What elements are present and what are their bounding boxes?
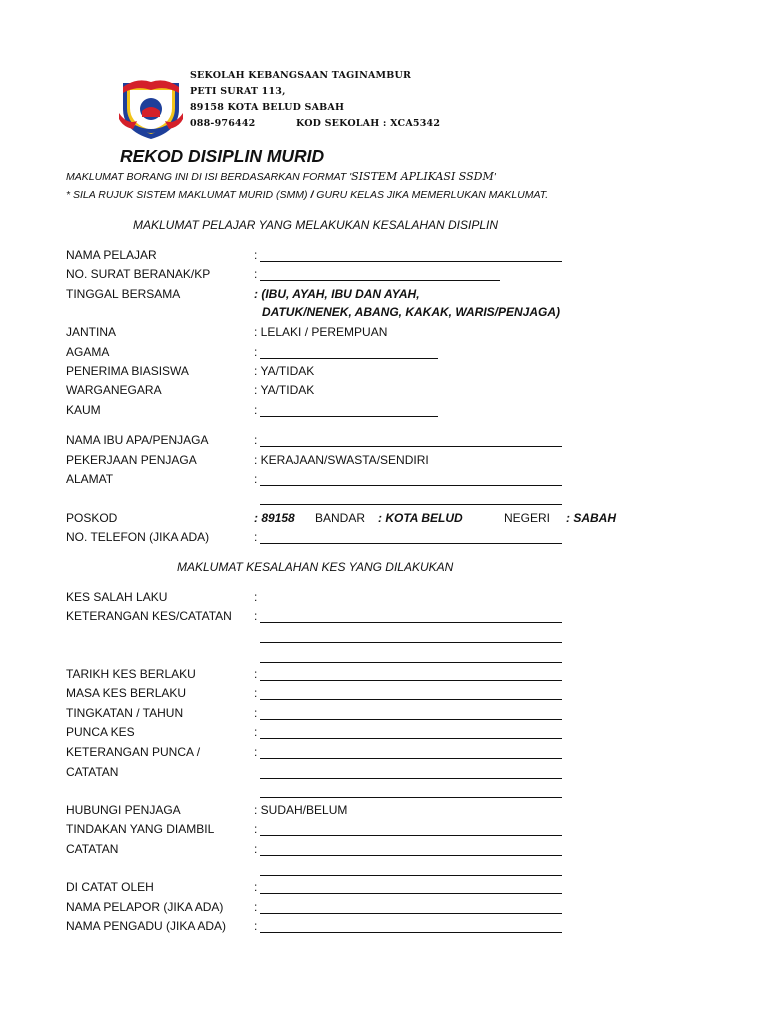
label-tinggal: TINGGAL BERSAMA <box>66 287 181 301</box>
input-line-tarikh[interactable] <box>260 680 562 681</box>
input-line-keterangan-punca-3[interactable] <box>260 797 562 798</box>
input-line-masa[interactable] <box>260 699 562 700</box>
label-punca: PUNCA KES <box>66 725 135 739</box>
colon: : <box>254 433 258 447</box>
label-pekerjaan: PEKERJAAN PENJAGA <box>66 453 197 467</box>
input-line-punca[interactable] <box>260 738 562 739</box>
input-line-tingkatan[interactable] <box>260 719 562 720</box>
value-tinggal-line2: DATUK/NENEK, ABANG, KAKAK, WARIS/PENJAGA) <box>262 305 561 319</box>
input-line-keterangan-punca-1[interactable] <box>260 758 562 759</box>
input-line-pengadu[interactable] <box>260 932 562 933</box>
label-keterangan-punca: KETERANGAN PUNCA / <box>66 745 201 759</box>
label-jantina: JANTINA <box>66 325 117 339</box>
label-catatan: CATATAN <box>66 765 119 779</box>
colon: : <box>254 822 258 836</box>
label-bandar: BANDAR <box>315 511 366 525</box>
input-line-keterangan-1[interactable] <box>260 622 562 623</box>
input-line-alamat-1[interactable] <box>260 485 562 486</box>
input-line-dicatat[interactable] <box>260 893 562 894</box>
colon: : <box>254 880 258 894</box>
value-negeri: : SABAH <box>566 511 616 525</box>
value-jantina: : LELAKI / PEREMPUAN <box>254 325 388 339</box>
school-code: KOD SEKOLAH : XCA5342 <box>296 118 441 129</box>
colon: : <box>254 590 258 604</box>
school-address-2: 89158 KOTA BELUD SABAH <box>190 102 345 113</box>
label-tarikh-kes: TARIKH KES BERLAKU <box>66 667 196 681</box>
value-poskod: : 89158 <box>254 511 295 525</box>
label-no-surat: NO. SURAT BERANAK/KP <box>66 267 211 281</box>
colon: : <box>254 609 258 623</box>
school-logo <box>117 73 185 141</box>
label-negeri: NEGERI <box>504 511 551 525</box>
value-bandar: : KOTA BELUD <box>378 511 463 525</box>
label-pengadu: NAMA PENGADU (JIKA ADA) <box>66 919 227 933</box>
page-title: REKOD DISIPLIN MURID <box>120 146 325 166</box>
label-poskod: POSKOD <box>66 511 118 525</box>
section-offence-heading: MAKLUMAT KESALAHAN KES YANG DILAKUKAN <box>177 560 454 574</box>
colon: : <box>254 842 258 856</box>
label-telefon: NO. TELEFON (JIKA ADA) <box>66 530 210 544</box>
colon: : <box>254 345 258 359</box>
value-hubungi: : SUDAH/BELUM <box>254 803 348 817</box>
colon: : <box>254 403 258 417</box>
input-line-nama-pelajar[interactable] <box>260 261 562 262</box>
value-tinggal-line1: : (IBU, AYAH, IBU DAN AYAH, <box>254 287 420 301</box>
label-agama: AGAMA <box>66 345 110 359</box>
label-warganegara: WARGANEGARA <box>66 383 162 397</box>
colon: : <box>254 745 258 759</box>
school-address-1: PETI SURAT 113, <box>190 86 286 97</box>
input-line-kaum[interactable] <box>260 416 438 417</box>
label-nama-ibu: NAMA IBU APA/PENJAGA <box>66 433 209 447</box>
label-keterangan-kes: KETERANGAN KES/CATATAN <box>66 609 232 623</box>
input-line-no-surat[interactable] <box>260 280 500 281</box>
input-line-nama-ibu[interactable] <box>260 446 562 447</box>
input-line-telefon[interactable] <box>260 543 562 544</box>
colon: : <box>254 530 258 544</box>
input-line-alamat-2[interactable] <box>260 504 562 505</box>
input-line-agama[interactable] <box>260 358 438 359</box>
input-line-catatan-2[interactable] <box>260 875 562 876</box>
label-kes-salah: KES SALAH LAKU <box>66 590 168 604</box>
school-phone: 088-976442 <box>190 118 256 129</box>
label-nama-pelajar: NAMA PELAJAR <box>66 248 157 262</box>
colon: : <box>254 667 258 681</box>
input-line-catatan-1[interactable] <box>260 855 562 856</box>
colon: : <box>254 686 258 700</box>
input-line-pelapor[interactable] <box>260 913 562 914</box>
label-dicatat: DI CATAT OLEH <box>66 880 154 894</box>
colon: : <box>254 267 258 281</box>
input-line-keterangan-punca-2[interactable] <box>260 778 562 779</box>
colon: : <box>254 706 258 720</box>
label-kaum: KAUM <box>66 403 101 417</box>
label-biasiswa: PENERIMA BIASISWA <box>66 364 189 378</box>
input-line-tindakan[interactable] <box>260 835 562 836</box>
label-masa-kes: MASA KES BERLAKU <box>66 686 187 700</box>
label-pelapor: NAMA PELAPOR (JIKA ADA) <box>66 900 224 914</box>
label-catatan-2: CATATAN <box>66 842 119 856</box>
input-line-keterangan-3[interactable] <box>260 662 562 663</box>
reference-note: * SILA RUJUK SISTEM MAKLUMAT MURID (SMM) / GURU KELAS JIKA MEMERLUKAN MAKLUMAT. <box>66 189 549 201</box>
label-tindakan: TINDAKAN YANG DIAMBIL <box>66 822 215 836</box>
label-tingkatan: TINGKATAN / TAHUN <box>66 706 184 720</box>
value-warganegara: : YA/TIDAK <box>254 383 315 397</box>
colon: : <box>254 919 258 933</box>
colon: : <box>254 725 258 739</box>
colon: : <box>254 900 258 914</box>
label-alamat: ALAMAT <box>66 472 114 486</box>
label-hubungi: HUBUNGI PENJAGA <box>66 803 181 817</box>
school-name: SEKOLAH KEBANGSAAN TAGINAMBUR <box>190 70 412 81</box>
value-biasiswa: : YA/TIDAK <box>254 364 315 378</box>
value-pekerjaan: : KERAJAAN/SWASTA/SENDIRI <box>254 453 429 467</box>
colon: : <box>254 248 258 262</box>
colon: : <box>254 472 258 486</box>
section-student-heading: MAKLUMAT PELAJAR YANG MELAKUKAN KESALAHAN DISIPLIN <box>133 218 499 232</box>
input-line-keterangan-2[interactable] <box>260 642 562 643</box>
format-note: MAKLUMAT BORANG INI DI ISI BERDASARKAN FORMAT 'SISTEM APLIKASI SSDM' <box>66 170 496 183</box>
